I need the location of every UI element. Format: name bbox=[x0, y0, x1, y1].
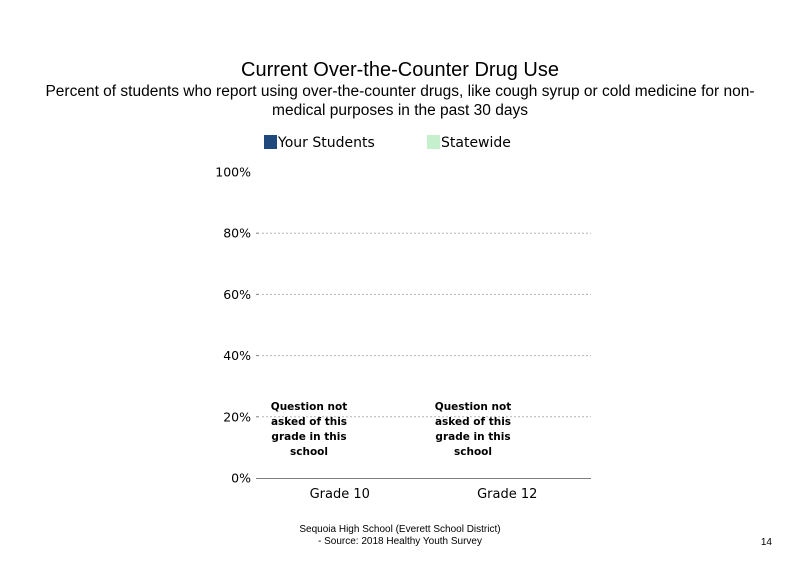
chart-subtitle: Percent of students who report using over-the-counter drugs, like cough syrup or cold medicine for non-medical purposes in the past 30 days bbox=[45, 83, 755, 119]
x-tick-label: Grade 10 bbox=[309, 487, 370, 502]
x-tick-label: Grade 12 bbox=[477, 487, 538, 502]
y-tick-label: 20% bbox=[223, 409, 251, 425]
legend-label-statewide: Statewide bbox=[441, 135, 511, 151]
y-tick-label: 60% bbox=[223, 286, 251, 302]
footer-school: Sequoia High School (Everett School District) bbox=[299, 524, 501, 535]
y-tick-label: 40% bbox=[223, 348, 251, 364]
footer bbox=[250, 524, 550, 548]
y-tick-label: 80% bbox=[223, 225, 251, 241]
footer-source: - Source: 2018 Healthy Youth Survey bbox=[318, 536, 482, 547]
y-tick-label: 0% bbox=[231, 470, 251, 486]
annotation-grade-10: Question not asked of this grade in this school bbox=[270, 401, 348, 458]
annotation-grade-12: Question not asked of this grade in this school bbox=[434, 401, 512, 458]
y-tick-label: 100% bbox=[215, 164, 251, 180]
page-number: 14 bbox=[760, 537, 772, 548]
legend-label-your-students: Your Students bbox=[278, 135, 375, 151]
chart-title: Current Over-the-Counter Drug Use bbox=[241, 59, 559, 81]
